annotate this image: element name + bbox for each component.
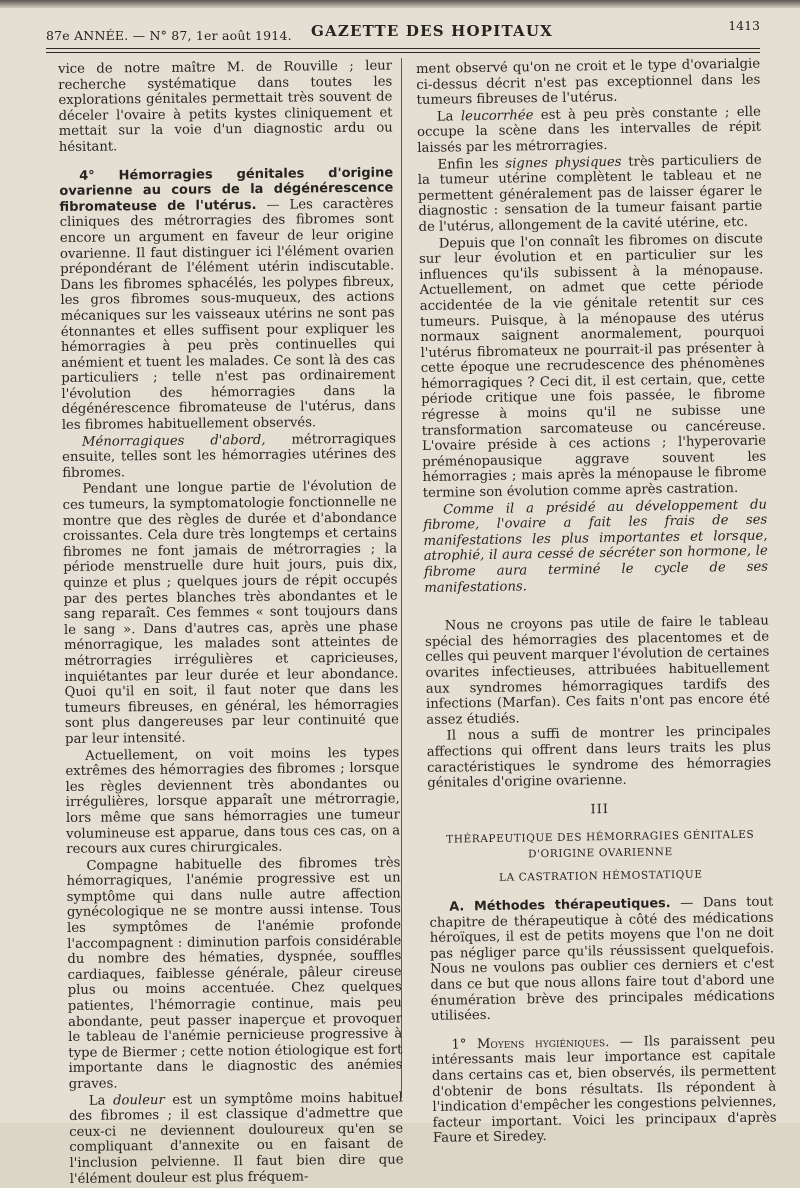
left-column	[58, 59, 404, 1188]
paragraph: ment observé qu'on ne croit et le type d'ovarialgie ci-dessus décrit n'est pas exceptionnel dans les tumeurs fibreuses de l'utérus.	[416, 56, 761, 109]
paragraph-text: — Les caractères cliniques des métrorragies des fibromes sont encore un argument en faveur de leur origine ovarienne. Il faut distinguer ici l'élément ovarien prépondérant de l'élément utérin indiscutable. Dans les fibromes sphacélés, les polypes fibreux, les gros fibromes sous-muqueux, des actions mécaniques sur les vaisseaux utérins ne sont pas étonnantes et elles suffisent pour expliquer les hémorragies à peu près continuelles qui anémient et tuent les malades. Ce sont là des cas particuliers ; telle n'est pas ordinairement l'évolution des hémorragies dans la dégénérescence fibromateuse de l'utérus, dans les fibromes habituellement observés.	[59, 196, 396, 434]
subsection-title: A. Méthodes thérapeutiques.	[449, 896, 671, 915]
page-number: 1413	[728, 18, 760, 33]
paragraph-text: La	[88, 1093, 114, 1109]
paragraph: Compagne habituelle des fibromes très hémorragiques, l'anémie progressive est un symptôme qui dans nulle autre affection gynécologique ne se montre aussi intense. Tous les symptômes de l'anémie profonde l'accompagnent : diminution parfois considérable du nombre des hématies, dyspnée, souffles cardiaques, faiblesse générale, pâleur cireuse plus ou moins accentuée. Chez quelques patientes, l'hémorragie continue, mais peu abondante, peut passer inaperçue et provoquer le tableau de l'anémie pernicieuse progressive à type de Biermer ; cette notion étiologique est fort importante dans le diagnostic des anémies graves.	[66, 855, 403, 1092]
right-column	[416, 57, 777, 1148]
italic-text: signes physiques	[505, 154, 622, 172]
paragraph: Actuellement, on voit moins les types extrêmes des hémorragies des fibromes ; lorsque les règles deviennent très abondantes ou irrégulières, lorsque apparaît une métrorragie, lors même que sans hémorragies une tumeur volumineuse est apparue, dans tous ces cas, on a recours aux cures chirurgicales.	[65, 744, 401, 858]
journal-title: GAZETTE DES HOPITAUX	[311, 22, 554, 40]
italic-paragraph: Comme il a présidé au développement du fibrome, l'ovaire a fait les frais de ses manifestations les plus importantes et lorsque, atrophié, il aura cessé de sécréter son hormone, le fibrome aura terminé le cycle de ses manifestations.	[423, 497, 769, 596]
paragraph: Nous ne croyons pas utile de faire le tableau spécial des hémorragies des placentomes et de celles qui peuvent marquer l'évolution de certaines ovarites infectieuses, attribuées habituellement aux syndromes hémorragiques tardifs des infections (Marfan). Ces faits n'ont pas encore été assez étudiés.	[424, 613, 771, 728]
paragraph-text: est un symptôme moins habituel des fibromes ; il est classique d'admettre que ceux-ci ne deviennent douloureux qu'en se compliquant d'annexite ou en faisant de l'inclusion pelvienne. Il faut bien dire que l'élément douleur est plus fréquem-	[68, 1090, 404, 1187]
paragraph-text: — Dans tout chapitre de thérapeutique à côté des médications héroïques, il est de petits moyens que l'on ne doit pas négliger parce qu'ils réussissent quelquefois. Nous ne voulons pas oublier ces derniers et c'est dans ce but que nous allons faire tout d'abord une énumération brève des principales médications utilisées.	[429, 894, 775, 1025]
paragraph-text: est à peu près constante ; elle occupe la scène dans les intervalles de répit laissés par les métrorragies.	[416, 104, 762, 156]
section-number: III	[590, 801, 610, 818]
italic-text: leucorrhée	[460, 107, 534, 125]
section-title: 4° Hémorragies génitales d'origine ovarienne au cours de la dégénérescence fibromateuse de l'utérus.	[59, 165, 394, 215]
paragraph-text: La	[436, 109, 462, 125]
section-heading: THÉRAPEUTIQUE DES HÉMORRAGIES GÉNITALES D'ORIGINE OVARIENNE	[446, 829, 755, 861]
paragraph	[429, 895, 775, 1025]
section-4-paragraph	[59, 165, 396, 434]
header-rule	[46, 48, 760, 49]
running-header	[46, 18, 760, 44]
paragraph-text: Enfin les	[437, 156, 506, 173]
paragraph	[69, 1090, 404, 1187]
paragraph: Il nous a suffi de montrer les principales affections qui offrent dans leurs traits les plus caractéristiques le syndrome des hémorragies génitales d'origine ovarienne.	[426, 723, 772, 792]
subsection-title: 1° Moyens hygiéniques.	[451, 1034, 610, 1053]
paragraph: vice de notre maître M. de Rouville ; leur recherche systématique dans toutes les explorations génitales permettait très souvent de déceler l'ovaire à petits kystes cliniquement et mettait sur la voie d'un diagnostic ardu ou hésitant.	[58, 58, 393, 155]
page-top-edge	[0, 0, 800, 8]
paragraph-text: métrorragiques ensuite, telles sont les hémorragies utérines des fibromes.	[62, 431, 397, 481]
paragraph	[418, 152, 763, 235]
paragraph	[417, 104, 762, 156]
italic-text: Ménorragiques d'abord,	[81, 432, 266, 450]
paragraph-text: — Ils paraissent peu intéressants mais leur importance est capitale dans certains cas et, bien observés, ils permettent d'obtenir de bons résultats. Ils répondent à l'indication d'empêcher les congestions pelviennes, facteur important. Voici les principaux d'après Faure et Siredey.	[431, 1032, 777, 1147]
issue-line: 87e ANNÉE. — N° 87, 1er août 1914.	[46, 28, 292, 43]
header-rule-thin	[46, 52, 760, 53]
paragraph: Depuis que l'on connaît les fibromes on discute sur leur évolution et en particulier sur les influences qu'ils subissent à la ménopause. Actuellement, on admet que cette période accidentée de la vie génitale retentit sur ces tumeurs. Puisque, à la ménopause des utérus normaux saignent anormalement, pourquoi l'utérus fibromateux ne pourrait-il pas présenter à cette époque une recrudescence des phénomènes hémorragiques ? Ceci dit, il est certain, que, cette période critique une fois passée, le fibrome régresse à moins qu'il ne subisse une transformation sarcomateuse ou cancéreuse. L'ovaire préside à ces actions ; l'hyperovarie préménopausique aggrave souvent les hémorragies ; mais après la ménopause le fibrome termine son évolution comme après castration.	[418, 231, 767, 501]
paragraph	[431, 1032, 777, 1147]
paragraph	[62, 431, 396, 481]
paragraph: Pendant une longue partie de l'évolution de ces tumeurs, la symptomatologie fonctionnelle ne montre que des règles de durée et d'abondance croissantes. Cela dure très longtemps et certains fibromes ne font jamais de métrorragies ; la période menstruelle dure huit jours, puis dix, quinze et plus ; quelques jours de répit occupés par des pertes blanches très abondantes et le sang reparaît. Ces femmes « sont toujours dans le sang ». Dans d'autres cas, après une phase ménorragique, les malades sont atteintes de métrorragies irrégulières et capricieuses, inquiétantes par leur durée et leur abondance. Quoi qu'il en soit, il faut noter que dans les tumeurs fibreuses, en général, les hémorragies sont plus dangereuses par leur continuité que par leur intensité.	[62, 478, 399, 747]
section-subheading: LA CASTRATION HÉMOSTATIQUE	[498, 868, 703, 884]
paragraph-text: très particuliers de la tumeur utérine complètent le tableau et ne permettent généralement pas de laisser égarer le diagnostic : sensation de la tumeur faisant partie de l'utérus, allongement de la cavité utérine, etc.	[417, 152, 763, 235]
italic-text: douleur	[112, 1092, 165, 1109]
